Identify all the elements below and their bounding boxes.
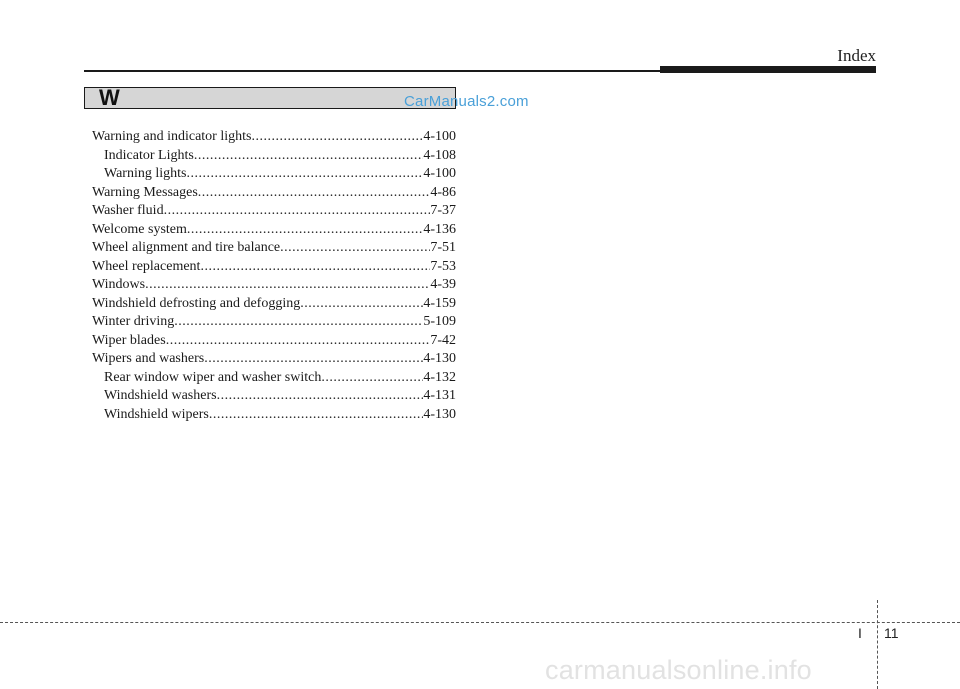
index-entry-page: 7-37 (430, 203, 456, 218)
index-entry-label: Wiper blades (92, 332, 166, 348)
watermark-link-top[interactable]: CarManuals2.com (404, 93, 529, 110)
index-entry[interactable] (92, 184, 456, 203)
index-entry-page: 5-109 (423, 314, 456, 329)
index-entry-label: Welcome system (92, 221, 187, 237)
footer-dashed-divider (877, 600, 878, 689)
index-list (92, 128, 456, 424)
index-entry-page: 4-86 (430, 184, 456, 200)
index-entry-label: Indicator Lights (104, 147, 194, 163)
index-subentry[interactable] (92, 387, 456, 406)
index-entry-page: 4-132 (423, 369, 456, 385)
index-entry[interactable] (92, 239, 456, 258)
index-entry-label: Windows (92, 277, 146, 292)
footer-dashed-line (0, 622, 960, 623)
index-subentry[interactable] (92, 147, 456, 166)
index-subentry[interactable] (92, 406, 456, 425)
index-entry-page: 4-130 (423, 406, 456, 422)
index-entry[interactable] (92, 295, 456, 314)
index-entry-page: 7-42 (430, 332, 456, 348)
dot-leader (174, 313, 423, 332)
index-entry-page: 4-159 (423, 295, 456, 311)
index-subentry[interactable] (92, 165, 456, 184)
dot-leader (198, 184, 431, 203)
dot-leader (164, 202, 431, 221)
index-entry-label: Windshield defrosting and defogging (92, 295, 301, 311)
index-entry[interactable] (92, 350, 456, 369)
dot-leader (145, 276, 430, 295)
footer-section-label: I (858, 625, 862, 641)
dot-leader (186, 165, 423, 184)
index-entry-page: 4-100 (423, 129, 456, 144)
header-rule-thick (660, 66, 876, 73)
dot-leader (251, 128, 423, 147)
index-entry-label: Warning Messages (92, 184, 198, 200)
dot-leader (321, 369, 423, 388)
dot-leader (217, 387, 424, 406)
index-entry-page: 4-108 (423, 147, 456, 163)
page-number: 11 (884, 625, 899, 641)
dot-leader (166, 332, 431, 351)
index-entry[interactable] (92, 202, 456, 221)
index-entry-label: Windshield wipers (104, 406, 209, 422)
index-entry-label: Warning and indicator lights (92, 129, 252, 144)
index-entry[interactable] (92, 128, 456, 147)
watermark-link-bottom[interactable]: carmanualsonline.info (545, 655, 812, 685)
index-entry-label: Windshield washers (104, 388, 217, 403)
header-rule-thin (84, 70, 660, 72)
header-title: Index (837, 46, 876, 65)
dot-leader (209, 406, 424, 425)
index-entry-label: Warning lights (104, 166, 187, 181)
index-entry-page: 4-100 (423, 166, 456, 181)
index-entry-page: 4-131 (423, 388, 456, 403)
index-entry-page: 7-51 (430, 240, 456, 255)
index-entry-page: 4-39 (430, 277, 456, 292)
index-entry-label: Wheel replacement (92, 258, 201, 274)
index-entry-page: 7-53 (430, 258, 456, 274)
dot-leader (300, 295, 423, 314)
index-entry[interactable] (92, 313, 456, 332)
index-entry-label: Washer fluid (92, 203, 164, 218)
index-entry-label: Winter driving (92, 314, 175, 329)
dot-leader (194, 147, 424, 166)
index-entry[interactable] (92, 221, 456, 240)
index-entry-label: Wheel alignment and tire balance (92, 240, 281, 255)
index-entry[interactable] (92, 332, 456, 351)
index-entry[interactable] (92, 276, 456, 295)
index-entry-page: 4-130 (423, 351, 456, 366)
index-entry[interactable] (92, 258, 456, 277)
dot-leader (280, 239, 430, 258)
section-letter: W (99, 85, 120, 110)
index-entry-label: Wipers and washers (92, 351, 205, 366)
index-entry-page: 4-136 (423, 221, 456, 237)
index-entry-label: Rear window wiper and washer switch (104, 369, 322, 385)
dot-leader (187, 221, 423, 240)
section-letter-bar (84, 87, 456, 109)
dot-leader (200, 258, 430, 277)
dot-leader (204, 350, 423, 369)
index-subentry[interactable] (92, 369, 456, 388)
